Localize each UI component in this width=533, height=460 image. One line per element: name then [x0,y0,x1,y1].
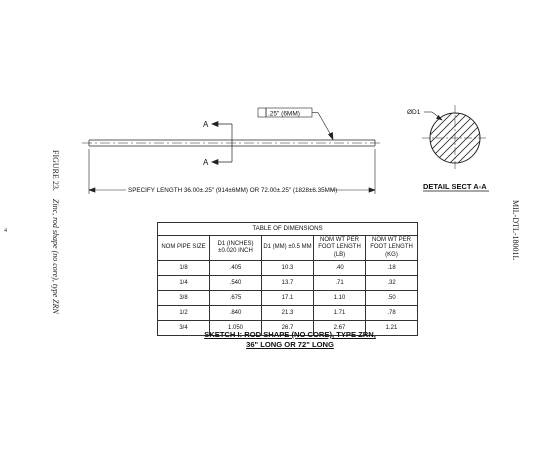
table-cell: .840 [210,306,262,321]
sketch-title-line1: SKETCH I: ROD SHAPE (NO CORE), TYPE ZRN, [204,330,376,339]
table-cell: .540 [210,276,262,291]
header-d1-inches: D1 (INCHES) ±0.020 INCH [210,235,262,261]
section-label-top: A [203,120,209,129]
table-cell: .405 [210,261,262,276]
detail-section-circle [420,93,490,177]
table-row [158,291,418,306]
table-cell: 10.3 [262,261,314,276]
detail-title: DETAIL SECT A-A [423,182,487,191]
sketch-title-line2: 36" LONG OR 72" LONG [246,339,334,349]
table-cell: 1.050 [210,321,262,336]
header-nom-wt-lb: NOM WT PER FOOT LENGTH (LB) [314,235,366,261]
header-nom-wt-kg: NOM WT PER FOOT LENGTH (KG) [366,235,418,261]
table-cell: .18 [366,261,418,276]
table-cell: 13.7 [262,276,314,291]
sketch-title [160,330,420,350]
diameter-callout-text: .25" (6MM) [268,110,300,118]
table-cell: 3/4 [158,321,210,336]
document-id: MIL-DTL-18001L [511,200,520,261]
detail-diameter-leader [424,112,442,120]
table-cell: 1/4 [158,276,210,291]
table-cell: 26.7 [262,321,314,336]
table-cell: 1/8 [158,261,210,276]
table-cell: 1.10 [314,291,366,306]
table-cell: 3/8 [158,291,210,306]
figure-caption [51,150,60,314]
header-d1-mm: D1 (MM) ±0.5 MM [262,235,314,261]
margin-mark: 4 [4,228,7,234]
table-cell: .40 [314,261,366,276]
section-label-bottom: A [203,158,209,167]
table-cell: 17.1 [262,291,314,306]
table-cell: 1.21 [366,321,418,336]
table-row [158,306,418,321]
header-nom-pipe-size: NOM PIPE SIZE [158,235,210,261]
table-cell: 21.3 [262,306,314,321]
figure-caption-text: Zinc, rod shape (no core), type ZRN [51,198,60,314]
length-callout-text: SPECIFY LENGTH 36.00±.25" (914±6MM) OR 72.00±.25" (1828±6.35MM) [128,187,338,194]
table-cell: .32 [366,276,418,291]
table-header-row [158,235,418,261]
table-cell: .675 [210,291,262,306]
table-cell: 2.67 [314,321,366,336]
table-cell: .78 [366,306,418,321]
table-cell: .50 [366,291,418,306]
table-title: TABLE OF DIMENSIONS [157,222,418,235]
table-row [158,276,418,291]
dimensions-table [157,222,418,336]
table-row [158,261,418,276]
table-cell: 1/2 [158,306,210,321]
figure-number: FIGURE 23. [51,150,60,191]
table-cell: 1.71 [314,306,366,321]
detail-diameter-label: ØD1 [407,109,421,116]
table-cell: .71 [314,276,366,291]
